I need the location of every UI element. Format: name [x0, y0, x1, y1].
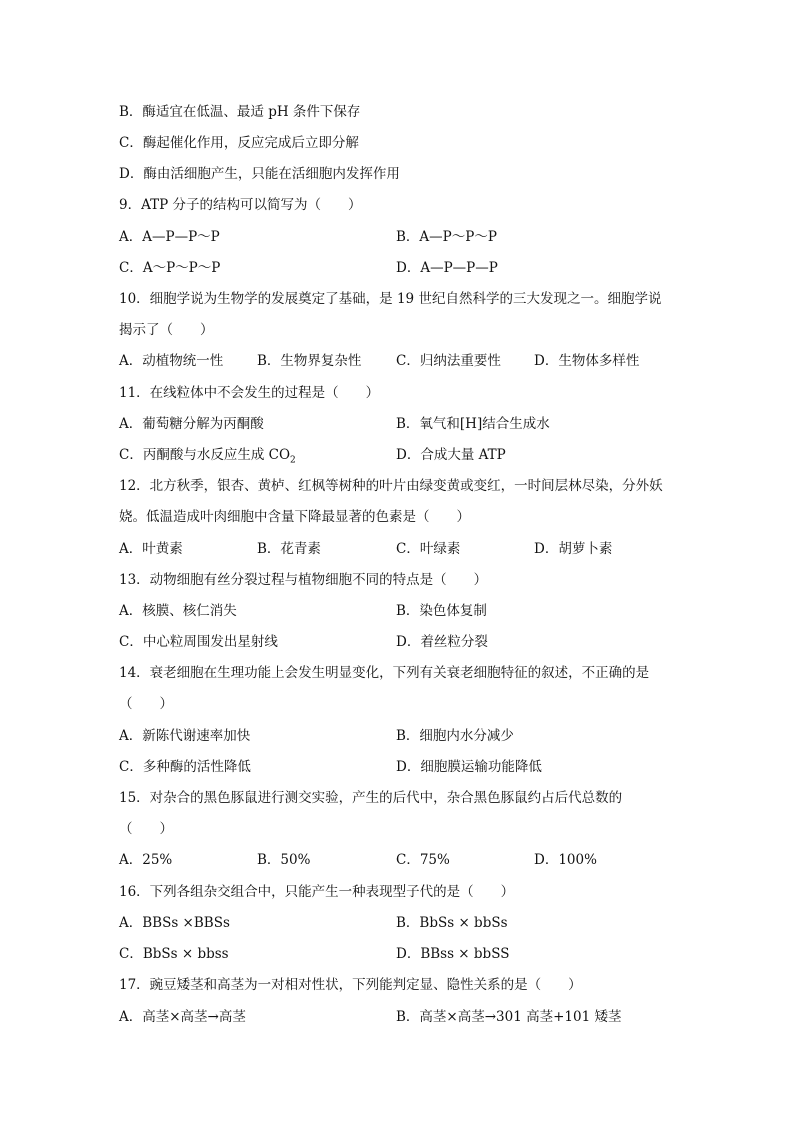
- q11-options-row1: [119, 415, 550, 433]
- q10-option-c: C．归纳法重要性: [396, 353, 501, 369]
- q10-option-a: A．动植物统一性: [119, 353, 224, 369]
- q12-options: [119, 540, 679, 558]
- q15-stem-line1: 15．对杂合的黑色豚鼠进行测交实验，产生的后代中，杂合黑色豚鼠约占后代总数的: [119, 790, 623, 806]
- q12-stem-line1: 12．北方秋季，银杏、黄栌、红枫等树种的叶片由绿变黄或变红，一时间层林尽染，分外妖: [119, 478, 663, 494]
- q15-option-c: C．75%: [396, 852, 450, 868]
- q8-option-b: B．酶适宜在低温、最适 pH 条件下保存: [119, 104, 361, 120]
- q12-option-c: C．叶绿素: [396, 541, 461, 557]
- q14-options-row1: [119, 727, 514, 745]
- q9-option-a: A．A—P—P～P: [119, 229, 220, 245]
- q13-options-row2: [119, 633, 488, 651]
- q11-option-b: B．氧气和[H]结合生成水: [396, 416, 550, 432]
- q11-option-a: A．葡萄糖分解为丙酮酸: [119, 416, 264, 432]
- q16-options-row1: [119, 914, 508, 932]
- q10-option-b: B．生物界复杂性: [257, 353, 362, 369]
- q11-option-d: D．合成大量 ATP: [396, 447, 506, 463]
- q15-option-d: D．100%: [534, 852, 597, 868]
- q13-option-c: C．中心粒周围发出星射线: [119, 634, 278, 650]
- q14-stem-line1: 14．衰老细胞在生理功能上会发生明显变化，下列有关衰老细胞特征的叙述，不正确的是: [119, 665, 650, 681]
- q11-option-c: C．丙酮酸与水反应生成 $CO_2$: [119, 447, 296, 466]
- q8-option-c: C．酶起催化作用，反应完成后立即分解: [119, 135, 359, 151]
- q9-option-d: D．A—P—P—P: [396, 260, 498, 276]
- q9-options-row2: [119, 259, 498, 277]
- q10-options: [119, 352, 679, 370]
- q9-option-b: B．A—P～P～P: [396, 229, 497, 245]
- q12-option-d: D．胡萝卜素: [534, 541, 613, 557]
- q17-option-b: B．高茎×高茎→301 高茎+101 矮茎: [396, 1009, 622, 1025]
- q14-option-d: D．细胞膜运输功能降低: [396, 759, 542, 775]
- q12-option-b: B．花青素: [257, 541, 321, 557]
- q16-option-b: B．BbSs × bbSs: [396, 915, 508, 931]
- q13-option-a: A．核膜、核仁消失: [119, 603, 237, 619]
- q16-option-a: A．BBSs ×BBSs: [119, 915, 230, 931]
- q8-option-d: D．酶由活细胞产生，只能在活细胞内发挥作用: [119, 166, 400, 182]
- q16-stem: 16．下列各组杂交组合中，只能产生一种表现型子代的是（ ）: [119, 884, 515, 900]
- q17-stem: 17．豌豆矮茎和高茎为一对相对性状，下列能判定显、隐性关系的是（ ）: [119, 977, 582, 993]
- q16-option-c: C．BbSs × bbss: [119, 946, 229, 962]
- q15-option-a: A．25%: [119, 852, 173, 868]
- q15-stem-line2: （ ）: [119, 821, 173, 837]
- q10-option-d: D．生物体多样性: [534, 353, 640, 369]
- q14-option-c: C．多种酶的活性降低: [119, 759, 251, 775]
- q17-options-row1: [119, 1008, 622, 1026]
- q11-stem: 11．在线粒体中不会发生的过程是（ ）: [119, 385, 380, 401]
- q15-options: [119, 851, 679, 869]
- q17-option-a: A．高茎×高茎→高茎: [119, 1009, 246, 1025]
- q14-option-a: A．新陈代谢速率加快: [119, 728, 251, 744]
- q14-stem-line2: （ ）: [119, 696, 173, 712]
- q9-options-row1: [119, 228, 497, 246]
- q16-option-d: D．BBss × bbSS: [396, 946, 510, 962]
- q9-stem: 9．ATP 分子的结构可以简写为（ ）: [119, 197, 362, 213]
- q12-stem-line2: 娆。低温造成叶肉细胞中含量下降最显著的色素是（ ）: [119, 509, 470, 525]
- q13-option-d: D．着丝粒分裂: [396, 634, 488, 650]
- q9-option-c: C．A～P～P～P: [119, 260, 221, 276]
- q14-options-row2: [119, 758, 542, 776]
- q12-option-a: A．叶黄素: [119, 541, 183, 557]
- q15-option-b: B．50%: [257, 852, 311, 868]
- q13-stem: 13．动物细胞有丝分裂过程与植物细胞不同的特点是（ ）: [119, 572, 488, 588]
- q16-options-row2: [119, 945, 510, 963]
- q10-stem-line1: 10．细胞学说为生物学的发展奠定了基础，是 19 世纪自然科学的三大发现之一。细胞学说: [119, 291, 662, 307]
- q13-options-row1: [119, 602, 487, 620]
- q10-stem-line2: 揭示了（ ）: [119, 322, 214, 338]
- q11-options-row2: [119, 446, 506, 470]
- q13-option-b: B．染色体复制: [396, 603, 487, 619]
- q14-option-b: B．细胞内水分减少: [396, 728, 514, 744]
